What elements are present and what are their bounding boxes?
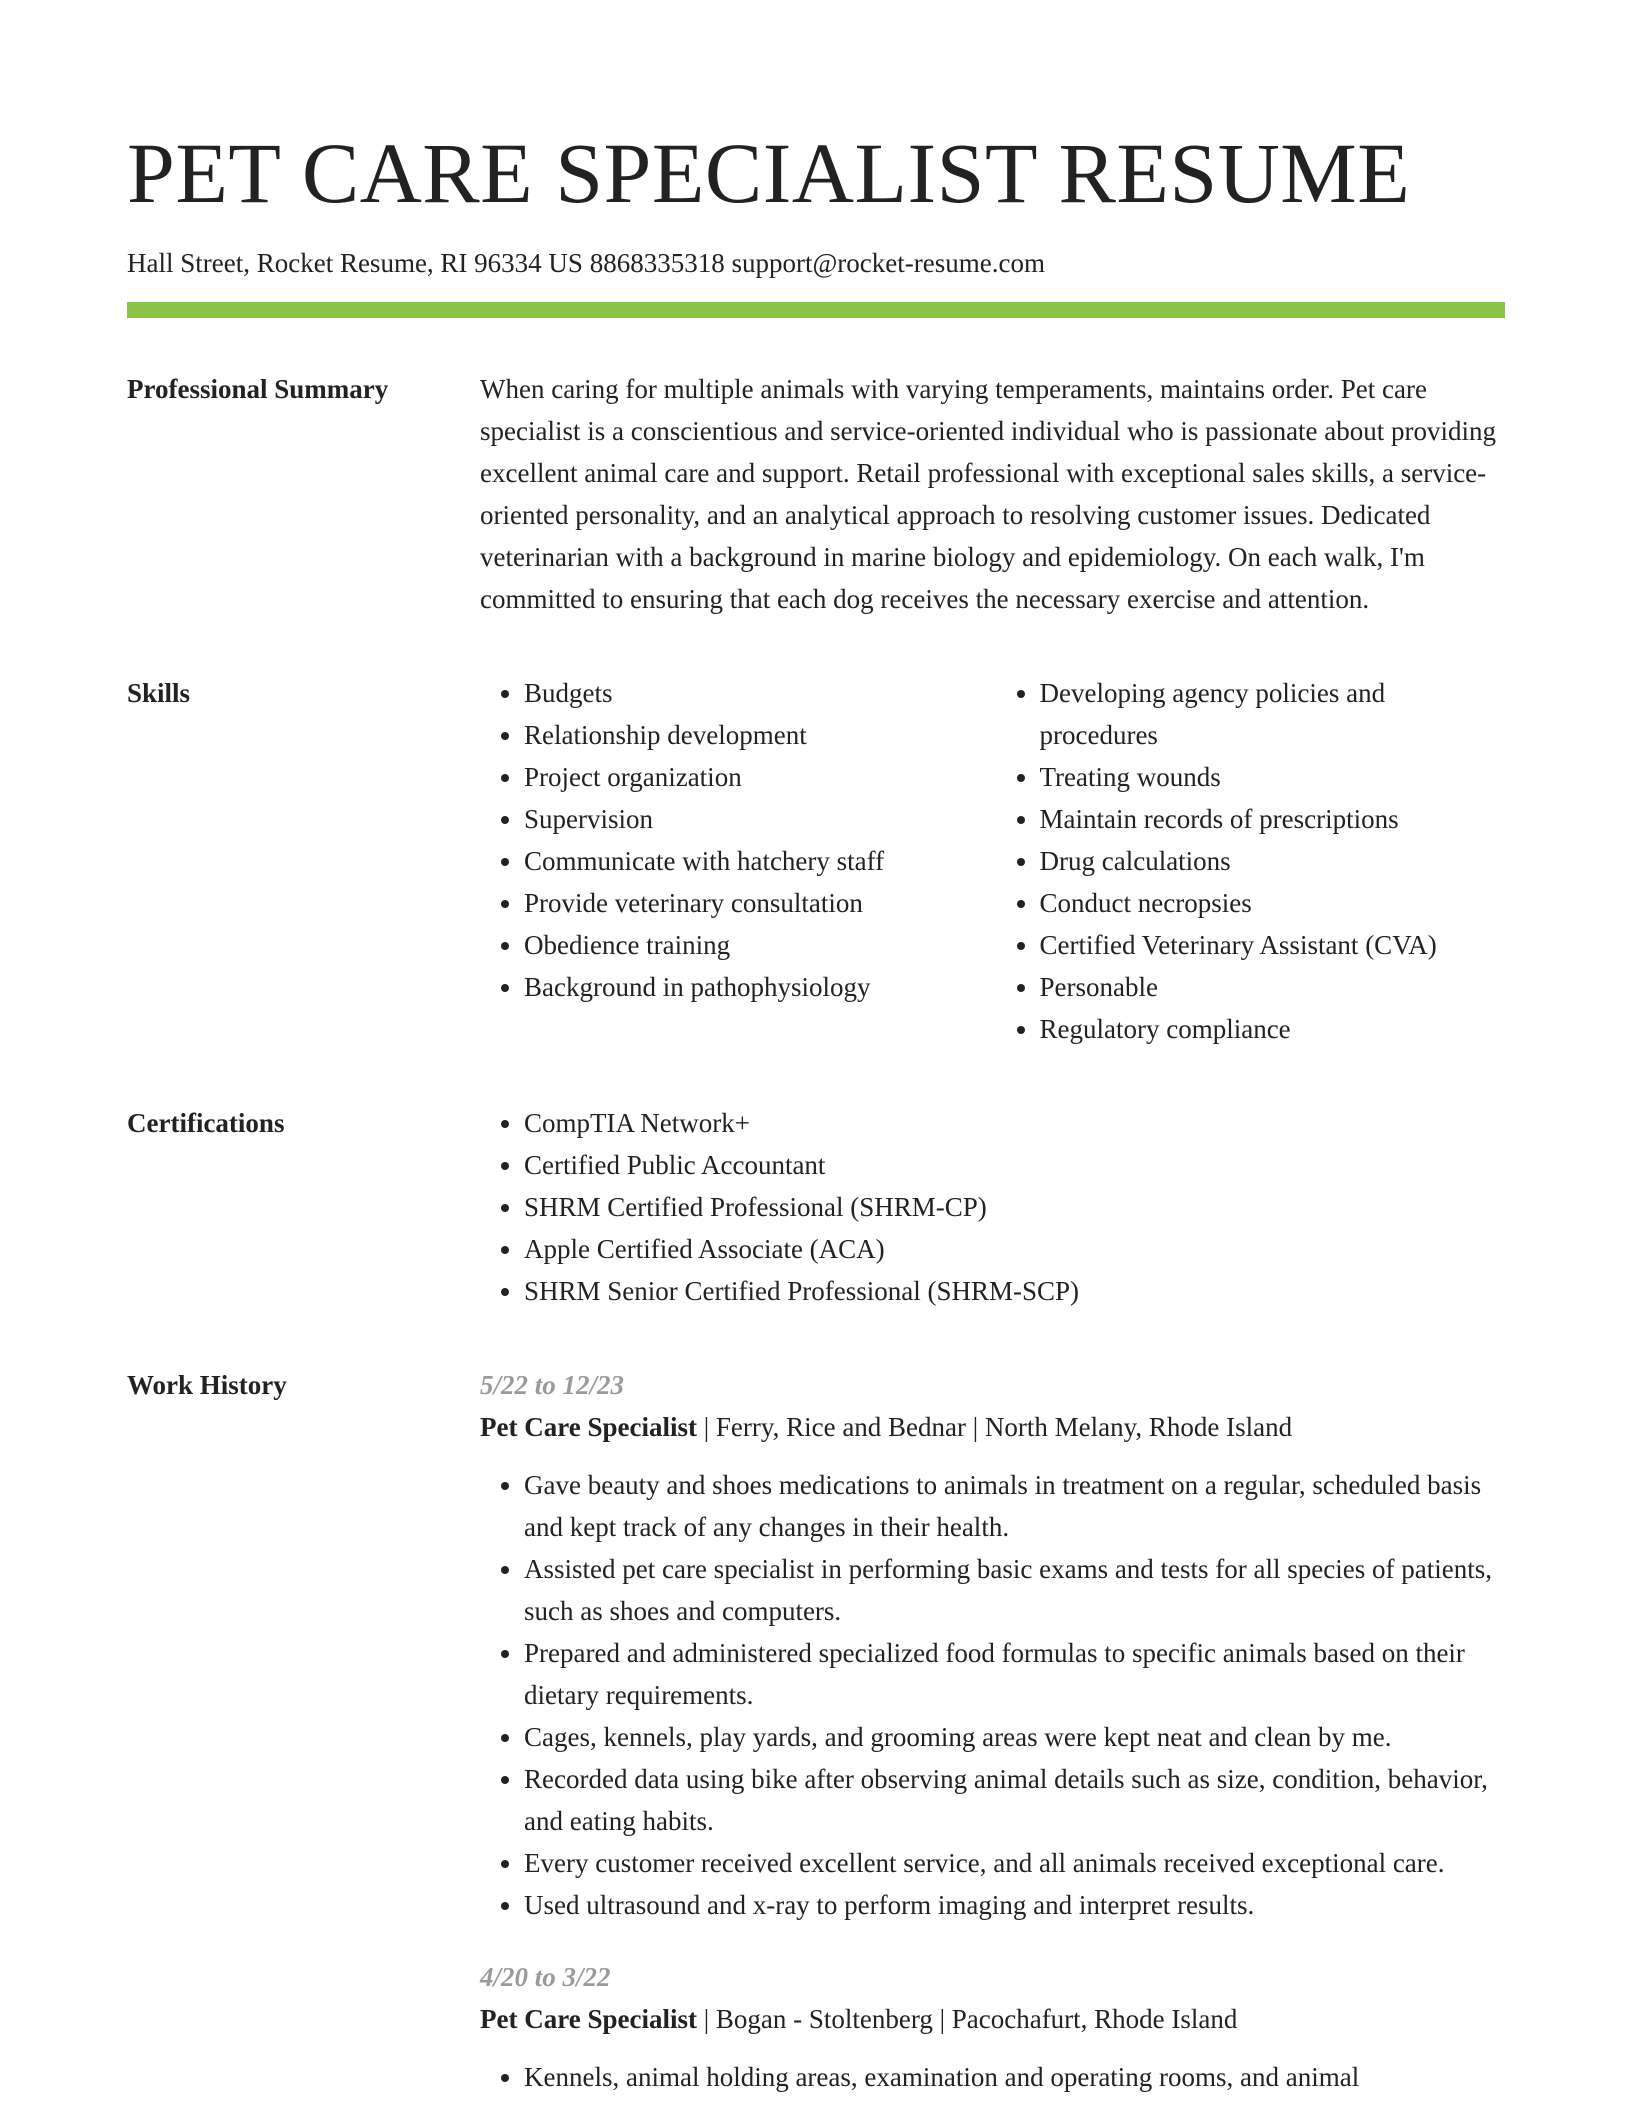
list-item: • Provide veterinary consultation xyxy=(524,882,990,924)
certifications-list xyxy=(480,1102,1505,1312)
list-item: • SHRM Senior Certified Professional (SHRM-SCP) xyxy=(524,1270,1505,1312)
header-divider xyxy=(127,302,1505,318)
job-entry xyxy=(480,1956,1505,2098)
list-item: • Developing agency policies and procedures xyxy=(1040,672,1506,756)
list-item: • Certified Veterinary Assistant (CVA) xyxy=(1040,924,1506,966)
section-label-certifications: Certifications xyxy=(127,1108,285,1138)
list-item: • Assisted pet care specialist in performing basic exams and tests for all species of patients, such as shoes and computers. xyxy=(524,1548,1505,1632)
section-skills xyxy=(127,672,1505,1050)
section-label-work-history: Work History xyxy=(127,1370,287,1400)
list-item: • Gave beauty and shoes medications to animals in treatment on a regular, scheduled basis and kept track of any changes in their health. xyxy=(524,1464,1505,1548)
list-item: • Relationship development xyxy=(524,714,990,756)
list-item: • Personable xyxy=(1040,966,1506,1008)
resume-page xyxy=(127,118,1505,2098)
section-label-skills: Skills xyxy=(127,678,191,708)
job-details: | Bogan - Stoltenberg | Pacochafurt, Rhode Island xyxy=(696,2004,1238,2034)
list-item: • Kennels, animal holding areas, examination and operating rooms, and animal xyxy=(524,2056,1505,2098)
list-item: • Obedience training xyxy=(524,924,990,966)
list-item: • Certified Public Accountant xyxy=(524,1144,1505,1186)
section-certifications xyxy=(127,1102,1505,1312)
list-item: • Every customer received excellent service, and all animals received exceptional care. xyxy=(524,1842,1505,1884)
section-summary xyxy=(127,368,1505,620)
list-item: • Supervision xyxy=(524,798,990,840)
job-details: | Ferry, Rice and Bednar | North Melany, Rhode Island xyxy=(696,1412,1293,1442)
list-item: • Apple Certified Associate (ACA) xyxy=(524,1228,1505,1270)
list-item: • Recorded data using bike after observing animal details such as size, condition, behavior, and eating habits. xyxy=(524,1758,1505,1842)
job-heading xyxy=(480,1406,1505,1448)
list-item: • Cages, kennels, play yards, and grooming areas were kept neat and clean by me. xyxy=(524,1716,1505,1758)
list-item: • SHRM Certified Professional (SHRM-CP) xyxy=(524,1186,1505,1228)
certifications-body xyxy=(480,1102,1505,1312)
list-item: • CompTIA Network+ xyxy=(524,1102,1505,1144)
list-item: • Used ultrasound and x-ray to perform imaging and interpret results. xyxy=(524,1884,1505,1926)
list-item: • Background in pathophysiology xyxy=(524,966,990,1008)
list-item: • Treating wounds xyxy=(1040,756,1506,798)
resume-title: PET CARE SPECIALIST RESUME xyxy=(127,125,1411,221)
work-history-body xyxy=(480,1364,1505,2098)
summary-text: When caring for multiple animals with varying temperaments, maintains order. Pet care specialist is a conscientious and service-oriented individual who is passionate about providing excellent animal care and support. Retail professional with exceptional sales skills, a service-oriented personality, and an analytical approach to resolving customer issues. Dedicated veterinarian with a background in marine biology and epidemiology. On each walk, I'm committed to ensuring that each dog receives the necessary exercise and attention. xyxy=(480,374,1497,614)
job-heading xyxy=(480,1998,1505,2040)
section-work-history xyxy=(127,1364,1505,2098)
list-item: • Maintain records of prescriptions xyxy=(1040,798,1506,840)
job-dates: 4/20 to 3/22 xyxy=(480,1962,611,1992)
skills-list-left xyxy=(480,672,990,1050)
list-item: • Communicate with hatchery staff xyxy=(524,840,990,882)
list-item: • Budgets xyxy=(524,672,990,714)
list-item: • Project organization xyxy=(524,756,990,798)
skills-list-right xyxy=(996,672,1506,1050)
job-bullets xyxy=(480,2056,1505,2098)
section-label-summary: Professional Summary xyxy=(127,374,389,404)
list-item: • Conduct necropsies xyxy=(1040,882,1506,924)
job-bullets xyxy=(480,1464,1505,1926)
list-item: • Prepared and administered specialized food formulas to specific animals based on their dietary requirements. xyxy=(524,1632,1505,1716)
contact-line: Hall Street, Rocket Resume, RI 96334 US 8868335318 support@rocket-resume.com xyxy=(127,248,1045,278)
summary-body xyxy=(480,368,1505,620)
job-title: Pet Care Specialist xyxy=(480,2004,697,2034)
list-item: • Drug calculations xyxy=(1040,840,1506,882)
job-dates: 5/22 to 12/23 xyxy=(480,1370,625,1400)
skills-columns xyxy=(480,672,1505,1050)
job-entry xyxy=(480,1364,1505,1926)
list-item: • Regulatory compliance xyxy=(1040,1008,1506,1050)
job-title: Pet Care Specialist xyxy=(480,1412,697,1442)
